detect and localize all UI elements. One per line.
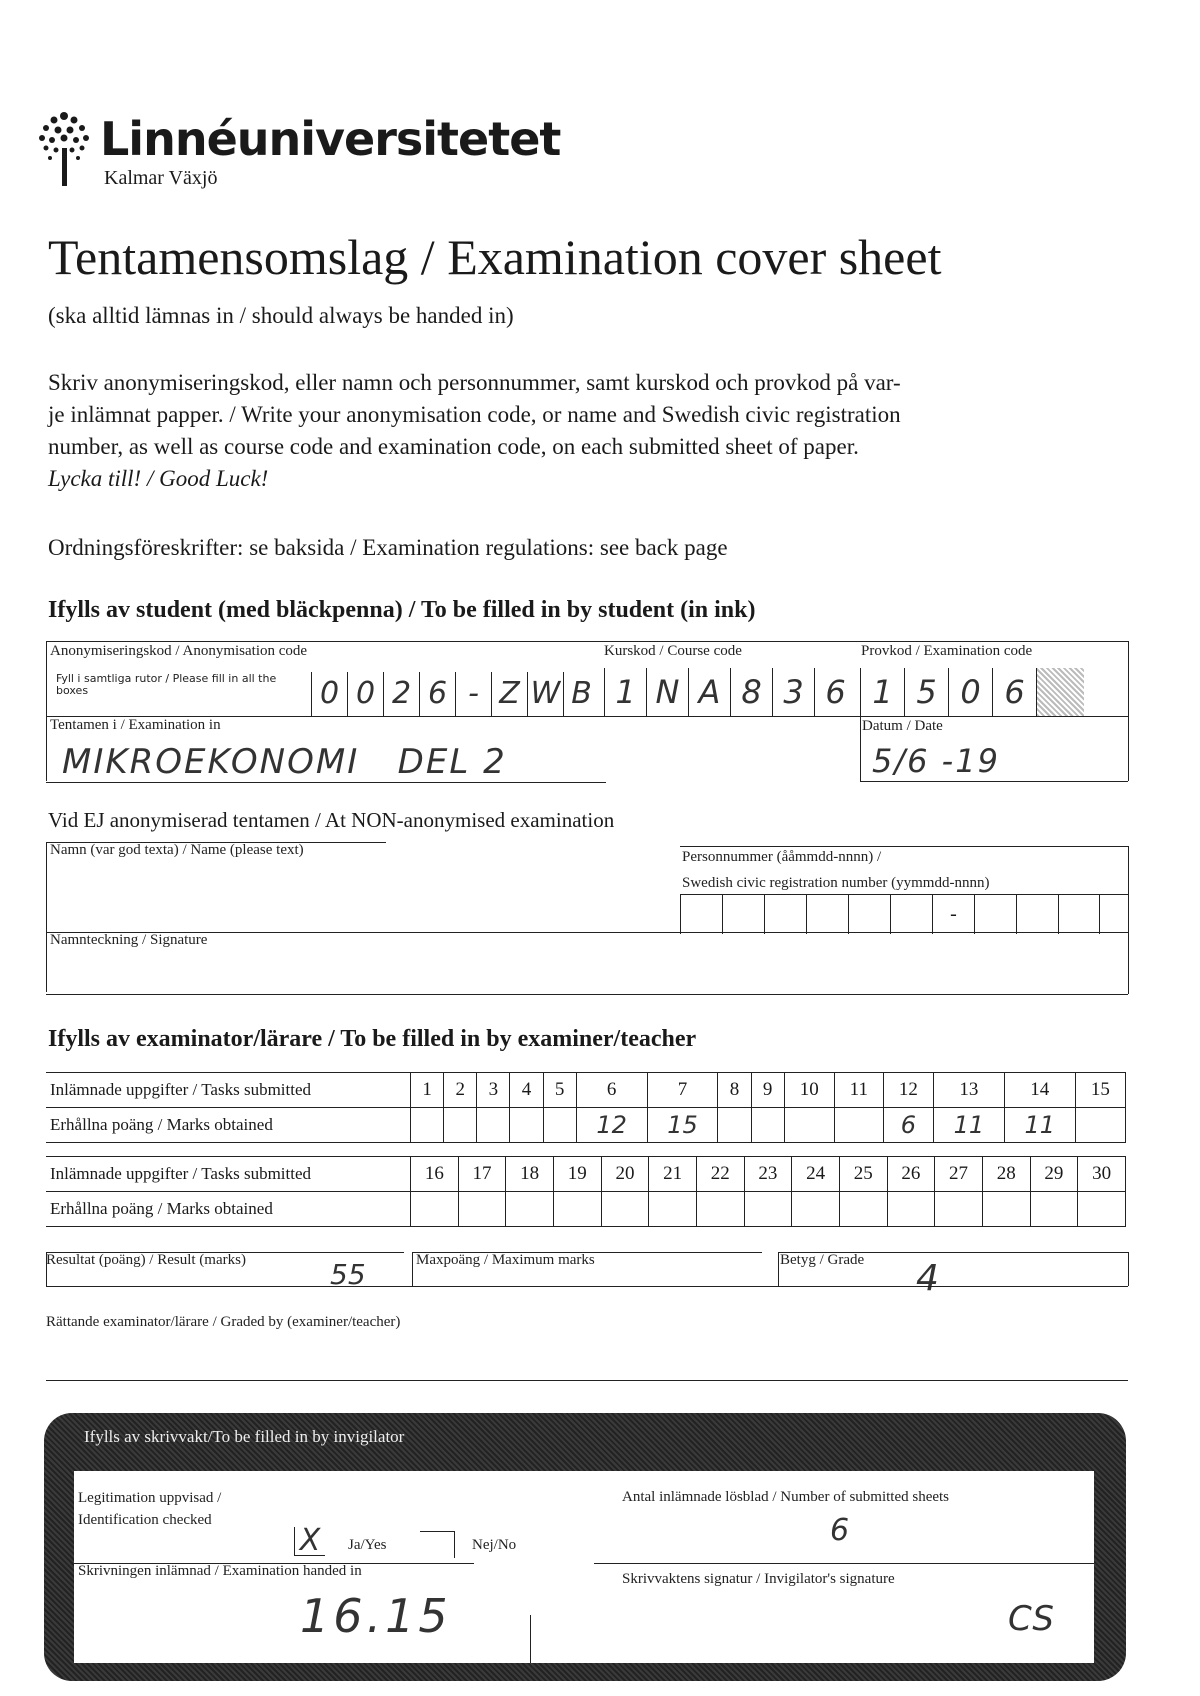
marks-cell[interactable] [411, 1192, 459, 1227]
anon-char-box[interactable]: Z [491, 672, 527, 716]
marks-label: Erhållna poäng / Marks obtained [46, 1108, 411, 1143]
task-number: 29 [1030, 1157, 1078, 1192]
max-marks-label: Maxpoäng / Maximum marks [416, 1252, 595, 1268]
task-number: 8 [718, 1073, 751, 1108]
marks-cell[interactable] [1075, 1108, 1125, 1143]
exam-code-label: Provkod / Examination code [861, 643, 1033, 659]
grade-label: Betyg / Grade [780, 1252, 865, 1268]
tasks-label: Inlämnade uppgifter / Tasks submitted [46, 1157, 411, 1192]
student-section-heading: Ifylls av student (med bläckpenna) / To be filled in by student (in ink) [48, 597, 756, 623]
marks-cell[interactable] [553, 1192, 601, 1227]
pnr-digit-box[interactable] [764, 894, 806, 934]
exam-code-char-box[interactable]: 6 [992, 668, 1036, 716]
marks-cell[interactable] [444, 1108, 477, 1143]
task-number: 20 [601, 1157, 649, 1192]
task-number: 11 [834, 1073, 883, 1108]
task-number: 7 [647, 1073, 718, 1108]
anon-char-box[interactable]: 0 [347, 672, 383, 716]
marks-cell[interactable]: 15 [647, 1108, 718, 1143]
course-char-box[interactable]: A [688, 668, 730, 716]
course-char-box[interactable]: 3 [772, 668, 814, 716]
task-number: 22 [696, 1157, 744, 1192]
tasks-table-1 [46, 1072, 1126, 1143]
anon-code-label: Anonymiseringskod / Anonymisation code [50, 643, 308, 659]
course-char-box[interactable]: 6 [814, 668, 856, 716]
no-label: Nej/No [472, 1537, 517, 1553]
marks-cell[interactable] [649, 1192, 697, 1227]
marks-cell[interactable] [510, 1108, 543, 1143]
instructions [48, 367, 901, 495]
pnr-dash: - [932, 894, 974, 934]
task-number: 15 [1075, 1073, 1125, 1108]
marks-cell[interactable] [1030, 1192, 1078, 1227]
marks-cell[interactable] [887, 1192, 935, 1227]
handed-in-label: Skrivningen inlämnad / Examination handed in [78, 1563, 362, 1579]
marks-cell[interactable] [982, 1192, 1030, 1227]
table-row [46, 1157, 1126, 1192]
task-number: 10 [784, 1073, 834, 1108]
sheets-label: Antal inlämnade lösblad / Number of submitted sheets [622, 1489, 950, 1505]
tree-logo-icon [34, 108, 96, 190]
fill-all-boxes-note: Fyll i samtliga rutor / Please fill in all the boxes [56, 672, 277, 697]
marks-cell[interactable] [601, 1192, 649, 1227]
date-label: Datum / Date [862, 718, 943, 734]
task-number: 23 [744, 1157, 792, 1192]
marks-cell[interactable] [543, 1108, 576, 1143]
exam-code-boxes[interactable] [860, 668, 1084, 716]
logo [34, 108, 96, 190]
marks-cell[interactable] [935, 1192, 983, 1227]
instruction-line: je inlämnat papper. / Write your anonymisation code, or name and Swedish civic registration [48, 402, 901, 427]
marks-cell[interactable] [477, 1108, 510, 1143]
marks-cell[interactable] [839, 1192, 887, 1227]
course-code-label: Kurskod / Course code [604, 643, 742, 659]
marks-cell[interactable] [792, 1192, 840, 1227]
exam-code-char-box[interactable]: 1 [860, 668, 904, 716]
pnr-digit-box[interactable] [890, 894, 932, 934]
table-row [46, 1108, 1126, 1143]
exam-in-value[interactable]: MIKROEKONOMI DEL 2 [62, 742, 507, 782]
marks-cell[interactable] [696, 1192, 744, 1227]
task-number: 1 [411, 1073, 444, 1108]
course-char-box[interactable]: 8 [730, 668, 772, 716]
marks-cell[interactable] [1078, 1192, 1126, 1227]
marks-cell[interactable] [744, 1192, 792, 1227]
task-number: 6 [576, 1073, 647, 1108]
page-subtitle: (ska alltid lämnas in / should always be handed in) [48, 303, 514, 328]
anon-char-box[interactable]: 2 [383, 672, 419, 716]
task-number: 18 [506, 1157, 554, 1192]
task-number: 14 [1004, 1073, 1075, 1108]
invigilator-heading: Ifylls av skrivvakt/To be filled in by invigilator [84, 1427, 405, 1446]
task-number: 19 [553, 1157, 601, 1192]
marks-cell[interactable]: 12 [576, 1108, 647, 1143]
marks-cell[interactable] [458, 1192, 506, 1227]
marks-cell[interactable] [751, 1108, 784, 1143]
instruction-line: Skriv anonymiseringskod, eller namn och personnummer, samt kurskod och provkod på var- [48, 370, 901, 395]
task-number: 5 [543, 1073, 576, 1108]
regulations-note: Ordningsföreskrifter: se baksida / Examination regulations: see back page [48, 535, 728, 560]
yes-checkbox[interactable]: X [294, 1527, 325, 1556]
id-label-line: Identification checked [78, 1512, 212, 1528]
task-number: 4 [510, 1073, 543, 1108]
pnr-boxes[interactable] [680, 894, 1100, 934]
examiner-section-heading: Ifylls av examinator/lärare / To be filled in by examiner/teacher [48, 1026, 697, 1052]
anon-char-box[interactable]: 6 [419, 672, 455, 716]
course-code-boxes[interactable] [604, 668, 856, 716]
pnr-digit-box[interactable] [680, 894, 722, 934]
exam-code-char-box[interactable]: 0 [948, 668, 992, 716]
university-name: Linnéuniversitetet [100, 112, 561, 166]
pnr-label [682, 844, 989, 896]
marks-cell[interactable] [506, 1192, 554, 1227]
tasks-label: Inlämnade uppgifter / Tasks submitted [46, 1073, 411, 1108]
signature-label: Namnteckning / Signature [50, 932, 208, 948]
sheets-value[interactable]: 6 [830, 1513, 850, 1548]
invigilator-signature: CS [1008, 1599, 1054, 1639]
marks-cell[interactable] [411, 1108, 444, 1143]
page-title: Tentamensomslag / Examination cover sheet [48, 229, 942, 285]
course-char-box[interactable]: N [646, 668, 688, 716]
marks-cell[interactable] [834, 1108, 883, 1143]
marks-label: Erhållna poäng / Marks obtained [46, 1192, 411, 1227]
anon-char-box[interactable]: B [563, 672, 599, 716]
no-checkbox[interactable] [420, 1531, 455, 1558]
invigilator-form [74, 1471, 1094, 1663]
invigilator-panel [44, 1413, 1126, 1681]
exam-code-char-box[interactable] [1036, 668, 1084, 716]
table-row [46, 1192, 1126, 1227]
table-row [46, 1073, 1126, 1108]
pnr-label-line: Swedish civic registration number (yymmdd-nnnn) [682, 875, 990, 891]
instruction-line: number, as well as course code and examination code, on each submitted sheet of paper. [48, 434, 859, 459]
task-number: 26 [887, 1157, 935, 1192]
pnr-digit-box[interactable] [974, 894, 1016, 934]
course-char-box[interactable]: 1 [604, 668, 646, 716]
anon-char-box[interactable]: 0 [311, 672, 347, 716]
tasks-table-2 [46, 1156, 1126, 1227]
task-number: 17 [458, 1157, 506, 1192]
campus-name: Kalmar Växjö [104, 167, 218, 189]
non-anon-heading: Vid EJ anonymiserad tentamen / At NON-anonymised examination [48, 808, 615, 832]
task-number: 24 [792, 1157, 840, 1192]
pnr-digit-box[interactable] [848, 894, 890, 934]
pnr-digit-box[interactable] [806, 894, 848, 934]
task-number: 13 [933, 1073, 1004, 1108]
result-label: Resultat (poäng) / Result (marks) [46, 1252, 246, 1268]
id-checked-label [78, 1487, 221, 1531]
pnr-digit-box[interactable] [1016, 894, 1058, 934]
task-number: 3 [477, 1073, 510, 1108]
marks-cell[interactable] [718, 1108, 751, 1143]
invigilator-signature-label: Skrivvaktens signatur / Invigilator's signature [622, 1571, 895, 1587]
marks-cell[interactable]: 11 [1004, 1108, 1075, 1143]
exam-code-char-box[interactable]: 5 [904, 668, 948, 716]
marks-cell[interactable]: 6 [883, 1108, 933, 1143]
date-value[interactable]: 5/6 -19 [872, 742, 1000, 780]
task-number: 2 [444, 1073, 477, 1108]
anon-code-boxes[interactable] [311, 672, 599, 716]
task-number: 21 [649, 1157, 697, 1192]
good-luck: Lycka till! / Good Luck! [48, 466, 269, 491]
result-value[interactable]: 55 [330, 1258, 366, 1291]
pnr-label-line: Personnummer (ååmmdd-nnnn) / [682, 849, 882, 865]
graded-by-label: Rättande examinator/lärare / Graded by (examiner/teacher) [46, 1314, 401, 1330]
task-number: 9 [751, 1073, 784, 1108]
anon-char-box[interactable]: - [455, 672, 491, 716]
id-label-line: Legitimation uppvisad / [78, 1490, 222, 1506]
exam-in-label: Tentamen i / Examination in [50, 717, 221, 733]
name-label: Namn (var god texta) / Name (please text) [50, 842, 304, 858]
handed-in-value[interactable]: 16.15 [300, 1589, 452, 1643]
task-number: 16 [411, 1157, 459, 1192]
task-number: 28 [982, 1157, 1030, 1192]
marks-cell[interactable]: 11 [933, 1108, 1004, 1143]
pnr-digit-box[interactable] [722, 894, 764, 934]
yes-label: Ja/Yes [348, 1537, 387, 1553]
task-number: 30 [1078, 1157, 1126, 1192]
task-number: 27 [935, 1157, 983, 1192]
pnr-digit-box[interactable] [1058, 894, 1100, 934]
task-number: 12 [883, 1073, 933, 1108]
marks-cell[interactable] [784, 1108, 834, 1143]
anon-char-box[interactable]: W [527, 672, 563, 716]
task-number: 25 [839, 1157, 887, 1192]
grade-value[interactable]: 4 [916, 1258, 939, 1299]
